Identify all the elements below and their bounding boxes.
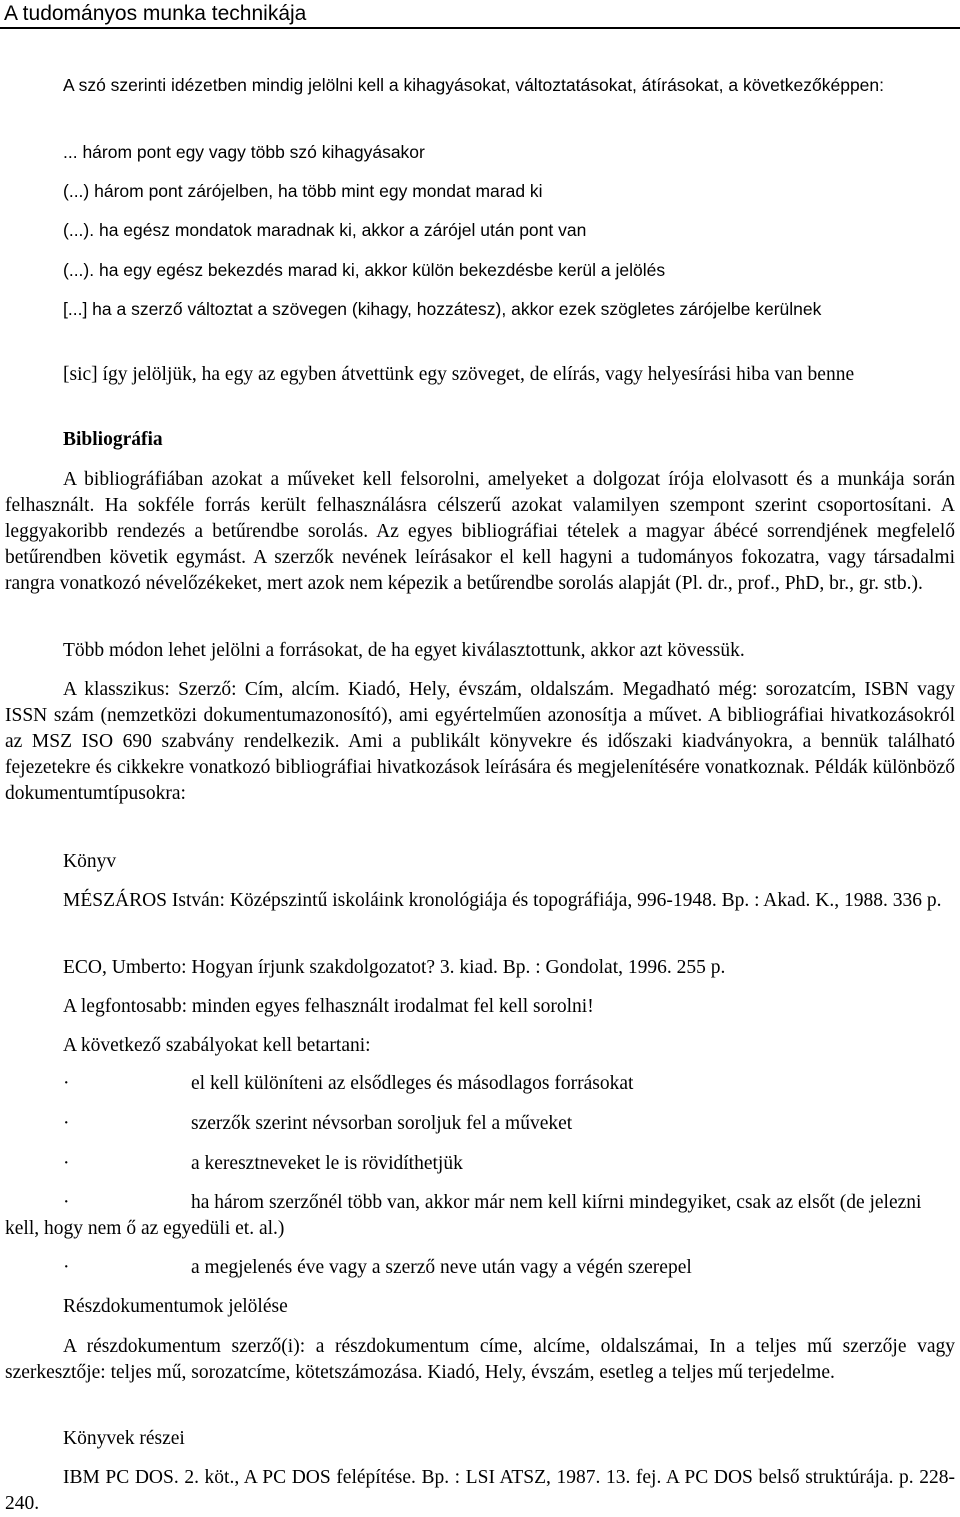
- bullet-icon: ·: [63, 1073, 70, 1094]
- quote-rule-ellipsis: ... három pont egy vagy több szó kihagyásakor: [63, 142, 425, 162]
- rule-item-text: a megjelenés éve vagy a szerző neve után vagy a végén szerepel: [191, 1257, 692, 1278]
- sic-rule: [sic] így jelöljük, ha egy az egyben átvettünk egy szöveget, de elírás, vagy helyesírási hiba van benne: [63, 364, 855, 385]
- partial-docs-heading: Részdokumentumok jelölése: [63, 1296, 288, 1317]
- important-note: A legfontosabb: minden egyes felhasznált irodalmat fel kell sorolni!: [63, 996, 594, 1017]
- book-heading: Könyv: [63, 851, 117, 872]
- quote-rule-parenthesized: (...) három pont zárójelben, ha több mint egy mondat marad ki: [63, 181, 543, 201]
- rule-item: [5, 1255, 955, 1281]
- rule-item-text: ha három szerzőnél több van, akkor már nem kell kiírni mindegyiket, csak az elsőt (de jelezni kell, hogy nem ő az egyedüli et. al.): [5, 1192, 922, 1239]
- book-example-eco: ECO, Umberto: Hogyan írjunk szakdolgozatot? 3. kiad. Bp. : Gondolat, 1996. 255 p.: [63, 957, 726, 978]
- bullet-icon: ·: [63, 1257, 70, 1278]
- intro-paragraph: A szó szerinti idézetben mindig jelölni kell a kihagyásokat, változtatásokat, átírásokat, a következőképpen:: [63, 75, 885, 95]
- classic-format-paragraph: A klasszikus: Szerző: Cím, alcím. Kiadó, Hely, évszám, oldalszám. Megadható még: sorozatcím, ISBN vagy ISSN szám (nemzetközi dokumentumazonosító), ami egyértelműen azonosítja a művet. A bibliográfiai hivatkozásokról az MSZ ISO 690 szabvány rendelkezik. Ami a publikált könyvekre és időszaki kiadványokra, a bennük található fejezetekre és cikkekre vonatkozó bibliográfiai hivatkozások leírására és megjelenítésére vonatkoznak. Példák különböző dokumentumtípusokra:: [5, 679, 955, 804]
- rule-item: [5, 1111, 955, 1137]
- page-header: [0, 0, 960, 29]
- book-parts-heading: Könyvek részei: [63, 1428, 185, 1449]
- bullet-icon: ·: [63, 1113, 70, 1134]
- rules-intro: A következő szabályokat kell betartani:: [63, 1035, 371, 1056]
- quote-rule-sentences: (...). ha egész mondatok maradnak ki, akkor a zárójel után pont van: [63, 220, 587, 240]
- partial-docs-paragraph: A részdokumentum szerző(i): a részdokumentum címe, alcíme, oldalszámai, In a teljes mű szerzője vagy szerkesztője: teljes mű, sorozatcíme, kötetszámozása. Kiadó, Hely, évszám, esetleg a teljes mű terjedelme.: [5, 1336, 955, 1383]
- rule-item-text: szerzők szerint névsorban soroljuk fel a műveket: [191, 1113, 573, 1134]
- rule-item: [5, 1071, 955, 1097]
- quote-rule-brackets: [...] ha a szerző változtat a szövegen (kihagy, hozzátesz), akkor ezek szögletes zárójelbe kerülnek: [63, 299, 822, 319]
- book-example-meszaros: MÉSZÁROS István: Középszintű iskoláink kronológiája és topográfiája, 996-1948. Bp. : Akad. K., 1988. 336 p.: [63, 890, 942, 911]
- bibliography-heading: Bibliográfia: [63, 429, 163, 450]
- rule-item-text: el kell különíteni az elsődleges és másodlagos forrásokat: [191, 1073, 634, 1094]
- rule-item: [5, 1151, 955, 1177]
- rule-item: [5, 1190, 955, 1242]
- bibliography-paragraph: A bibliográfiában azokat a műveket kell felsorolni, amelyeket a dolgozat írója elolvasott és a munkája során felhasznált. Ha sokféle forrás került felhasználásra célszerű azokat valamilyen szempont szerint csoportosítani. A leggyakoribb rendezés a betűrendbe sorolás. Az egyes bibliográfiai tételek a magyar ábécé sorrendjének megfelelő betűrendben követik egymást. A szerzők nevének leírásakor el kell hagyni a tudományos fokozatra, vagy társadalmi rangra vonatkozó névelőzékeket, mert azok nem képezik a betűrendbe sorolás alapját (Pl. dr., prof., PhD, br., gr. stb.).: [5, 469, 955, 594]
- book-parts-example: IBM PC DOS. 2. köt., A PC DOS felépítése. Bp. : LSI ATSZ, 1987. 13. fej. A PC DOS belső struktúrája. p. 228-240.: [5, 1467, 955, 1514]
- quote-rule-paragraph: (...). ha egy egész bekezdés marad ki, akkor külön bekezdésbe kerül a jelölés: [63, 260, 666, 280]
- rule-item-text: a keresztneveket le is rövidíthetjük: [191, 1153, 463, 1174]
- page-title: A tudományos munka technikája: [4, 2, 307, 25]
- bullet-icon: ·: [63, 1153, 70, 1174]
- bullet-icon: ·: [63, 1192, 70, 1213]
- sources-intro: Több módon lehet jelölni a forrásokat, de ha egyet kiválasztottunk, akkor azt kövessük.: [63, 640, 745, 661]
